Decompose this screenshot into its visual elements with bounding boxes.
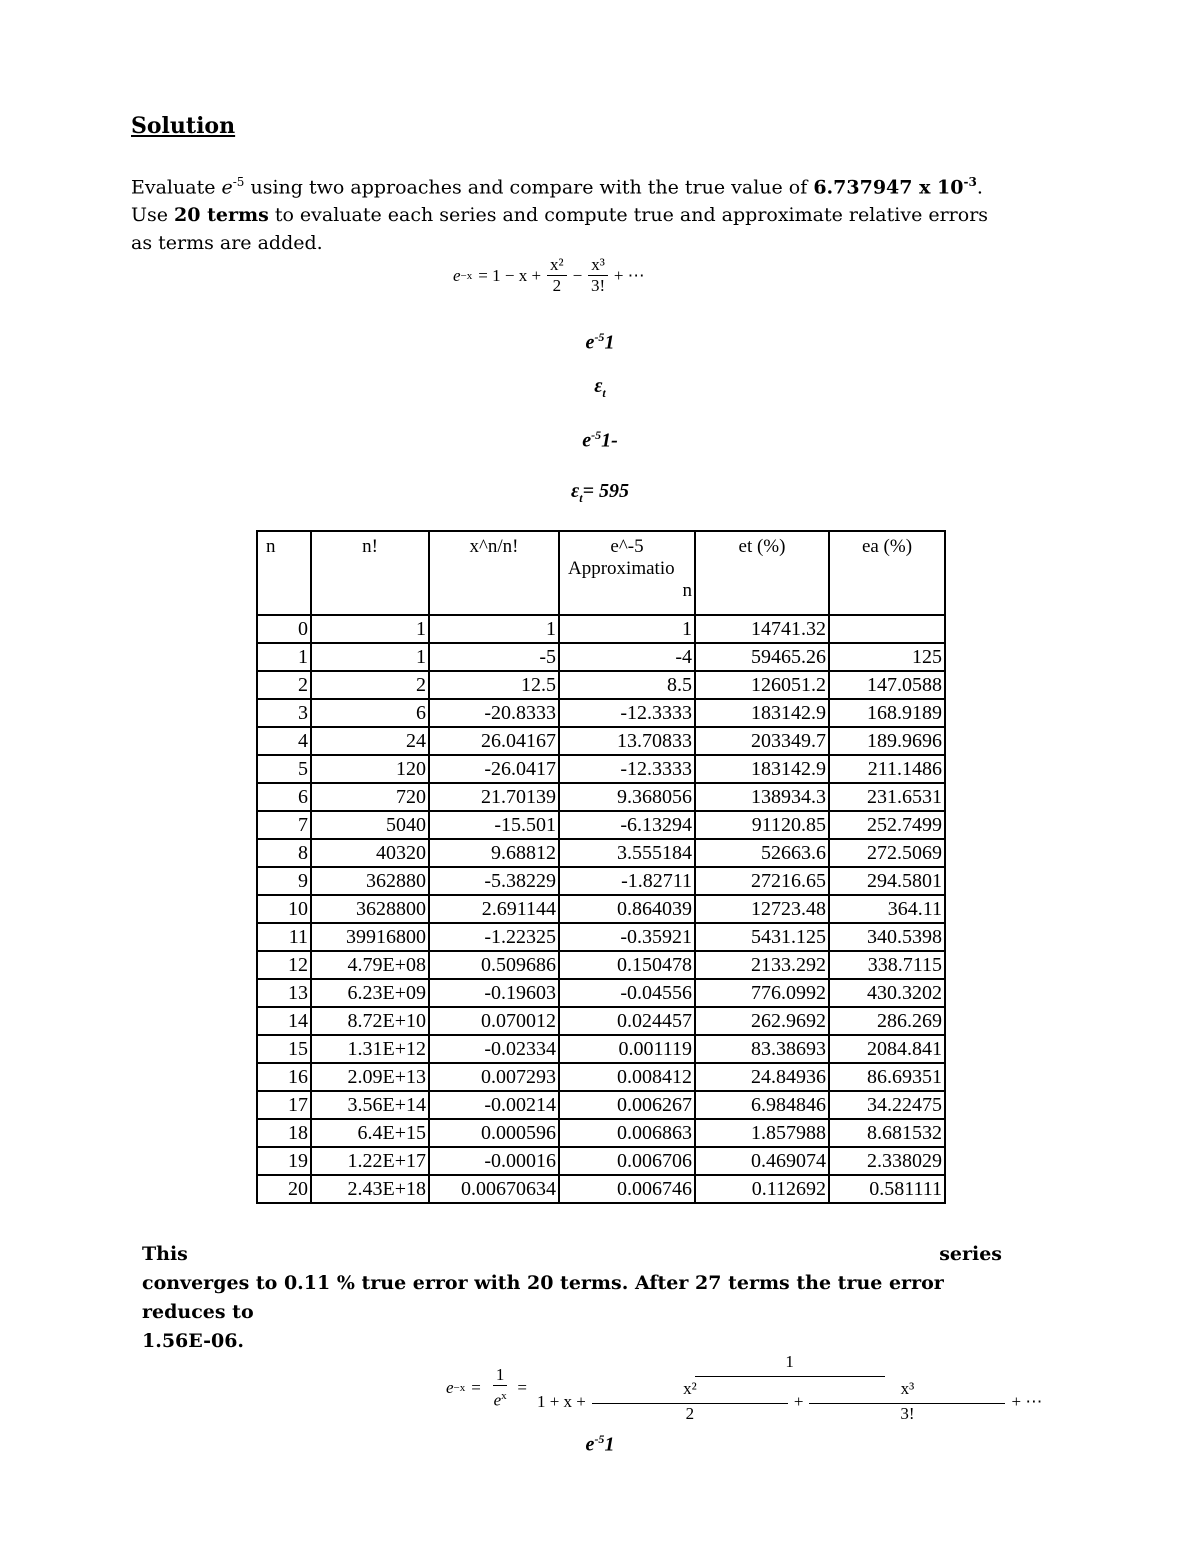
cell-true-error: 776.0992 bbox=[695, 979, 829, 1007]
cell-true-error: 27216.65 bbox=[695, 867, 829, 895]
cell-term: -0.00016 bbox=[429, 1147, 559, 1175]
cell-term: 1 bbox=[429, 615, 559, 643]
cell-approximation: 0.006267 bbox=[559, 1091, 695, 1119]
cell-approximation: 0.006863 bbox=[559, 1119, 695, 1147]
cell-n: 20 bbox=[257, 1175, 311, 1203]
cell-approx-error: 168.9189 bbox=[829, 699, 945, 727]
table-header-row bbox=[257, 531, 945, 615]
table-row bbox=[257, 839, 945, 867]
cell-approximation: 0.001119 bbox=[559, 1035, 695, 1063]
table-row bbox=[257, 671, 945, 699]
cell-factorial: 1.31E+12 bbox=[311, 1035, 429, 1063]
table-row bbox=[257, 895, 945, 923]
cell-term: -15.501 bbox=[429, 811, 559, 839]
cell-true-error: 83.38693 bbox=[695, 1035, 829, 1063]
cell-n: 13 bbox=[257, 979, 311, 1007]
cell-approximation: 0.024457 bbox=[559, 1007, 695, 1035]
header-factorial: n! bbox=[311, 531, 429, 615]
table-row bbox=[257, 699, 945, 727]
conclusion-line-1: This series bbox=[142, 1243, 1002, 1265]
table-row bbox=[257, 811, 945, 839]
header-approximation: e^-5 Approximatio n bbox=[559, 531, 695, 615]
cell-n: 14 bbox=[257, 1007, 311, 1035]
cell-factorial: 39916800 bbox=[311, 923, 429, 951]
cell-approx-error: 125 bbox=[829, 643, 945, 671]
cell-approximation: 0.150478 bbox=[559, 951, 695, 979]
step-epsilon-result: $\varepsilon_t= 595$ bbox=[571, 480, 629, 505]
cell-term: 0.00670634 bbox=[429, 1175, 559, 1203]
cell-factorial: 2 bbox=[311, 671, 429, 699]
cell-n: 17 bbox=[257, 1091, 311, 1119]
cell-term: 9.68812 bbox=[429, 839, 559, 867]
cell-n: 7 bbox=[257, 811, 311, 839]
cell-true-error: 5431.125 bbox=[695, 923, 829, 951]
step-e-minus-5: $e^{-5}1$ bbox=[585, 330, 615, 354]
cell-n: 8 bbox=[257, 839, 311, 867]
cell-approximation: -0.04556 bbox=[559, 979, 695, 1007]
cell-factorial: 1.22E+17 bbox=[311, 1147, 429, 1175]
table-row bbox=[257, 1091, 945, 1119]
cell-approx-error: 272.5069 bbox=[829, 839, 945, 867]
cell-factorial: 3.56E+14 bbox=[311, 1091, 429, 1119]
cell-approximation: -12.3333 bbox=[559, 755, 695, 783]
cell-term: 21.70139 bbox=[429, 783, 559, 811]
true-value: 6.737947 x 10 bbox=[813, 176, 964, 199]
cell-factorial: 40320 bbox=[311, 839, 429, 867]
cell-factorial: 2.43E+18 bbox=[311, 1175, 429, 1203]
cell-true-error: 126051.2 bbox=[695, 671, 829, 699]
cell-factorial: 720 bbox=[311, 783, 429, 811]
cell-n: 5 bbox=[257, 755, 311, 783]
cell-approximation: 13.70833 bbox=[559, 727, 695, 755]
cell-approx-error: 340.5398 bbox=[829, 923, 945, 951]
table-row bbox=[257, 1147, 945, 1175]
cell-factorial: 6.23E+09 bbox=[311, 979, 429, 1007]
cell-approximation: 9.368056 bbox=[559, 783, 695, 811]
terms-count: 20 terms bbox=[174, 204, 269, 227]
intro-paragraph: Evaluate $e^{-5}$ using two approaches and compare with the true value of 6.737947 x $10^{-3}$. Use 20 terms to evaluate each series and compute true and approximate relative errors as terms are added. bbox=[131, 175, 989, 255]
cell-approx-error: 286.269 bbox=[829, 1007, 945, 1035]
step-final-e-minus-5: $e^{-5}1$ bbox=[585, 1432, 615, 1456]
cell-term: -0.02334 bbox=[429, 1035, 559, 1063]
cell-approximation: 0.006746 bbox=[559, 1175, 695, 1203]
cell-factorial: 6.4E+15 bbox=[311, 1119, 429, 1147]
cell-n: 9 bbox=[257, 867, 311, 895]
cell-approximation: 3.555184 bbox=[559, 839, 695, 867]
cell-true-error: 0.469074 bbox=[695, 1147, 829, 1175]
cell-true-error: 52663.6 bbox=[695, 839, 829, 867]
cell-factorial: 24 bbox=[311, 727, 429, 755]
cell-approx-error: 8.681532 bbox=[829, 1119, 945, 1147]
table-row bbox=[257, 727, 945, 755]
table-row bbox=[257, 643, 945, 671]
cell-approx-error: 252.7499 bbox=[829, 811, 945, 839]
cell-n: 18 bbox=[257, 1119, 311, 1147]
cell-factorial: 1 bbox=[311, 615, 429, 643]
cell-term: -0.19603 bbox=[429, 979, 559, 1007]
cell-approximation: -4 bbox=[559, 643, 695, 671]
cell-term: -20.8333 bbox=[429, 699, 559, 727]
cell-n: 10 bbox=[257, 895, 311, 923]
cell-term: -5.38229 bbox=[429, 867, 559, 895]
cell-n: 19 bbox=[257, 1147, 311, 1175]
cell-term: 0.509686 bbox=[429, 951, 559, 979]
cell-approximation: -1.82711 bbox=[559, 867, 695, 895]
table-row bbox=[257, 615, 945, 643]
cell-factorial: 3628800 bbox=[311, 895, 429, 923]
cell-n: 15 bbox=[257, 1035, 311, 1063]
table-row bbox=[257, 951, 945, 979]
cell-term: -1.22325 bbox=[429, 923, 559, 951]
cell-approximation: -12.3333 bbox=[559, 699, 695, 727]
cell-factorial: 6 bbox=[311, 699, 429, 727]
cell-true-error: 138934.3 bbox=[695, 783, 829, 811]
cell-approximation: 0.006706 bbox=[559, 1147, 695, 1175]
cell-approximation: 8.5 bbox=[559, 671, 695, 699]
cell-term: 0.007293 bbox=[429, 1063, 559, 1091]
table-row bbox=[257, 755, 945, 783]
cell-true-error: 59465.26 bbox=[695, 643, 829, 671]
cell-n: 4 bbox=[257, 727, 311, 755]
cell-true-error: 262.9692 bbox=[695, 1007, 829, 1035]
cell-n: 0 bbox=[257, 615, 311, 643]
cell-term: -0.00214 bbox=[429, 1091, 559, 1119]
cell-term: -5 bbox=[429, 643, 559, 671]
table-row bbox=[257, 1035, 945, 1063]
cell-approximation: 0.008412 bbox=[559, 1063, 695, 1091]
step-epsilon-t: $\varepsilon_t$ bbox=[594, 375, 606, 400]
cell-factorial: 5040 bbox=[311, 811, 429, 839]
cell-approx-error: 364.11 bbox=[829, 895, 945, 923]
cell-approx-error: 0.581111 bbox=[829, 1175, 945, 1203]
table-row bbox=[257, 783, 945, 811]
cell-approx-error: 294.5801 bbox=[829, 867, 945, 895]
cell-approximation: 1 bbox=[559, 615, 695, 643]
cell-factorial: 120 bbox=[311, 755, 429, 783]
step-e-minus-5-dash: $e^{-5}1-$ bbox=[582, 428, 618, 452]
cell-approx-error: 147.0588 bbox=[829, 671, 945, 699]
cell-n: 16 bbox=[257, 1063, 311, 1091]
cell-approx-error: 34.22475 bbox=[829, 1091, 945, 1119]
cell-approx-error: 2084.841 bbox=[829, 1035, 945, 1063]
cell-term: -26.0417 bbox=[429, 755, 559, 783]
page-heading: Solution bbox=[131, 113, 236, 139]
cell-approx-error: 338.7115 bbox=[829, 951, 945, 979]
cell-approx-error: 211.1486 bbox=[829, 755, 945, 783]
header-true-error: et (%) bbox=[695, 531, 829, 615]
cell-term: 26.04167 bbox=[429, 727, 559, 755]
header-term: x^n/n! bbox=[429, 531, 559, 615]
table-row bbox=[257, 923, 945, 951]
cell-approximation: 0.864039 bbox=[559, 895, 695, 923]
cell-true-error: 24.84936 bbox=[695, 1063, 829, 1091]
cell-true-error: 1.857988 bbox=[695, 1119, 829, 1147]
cell-n: 3 bbox=[257, 699, 311, 727]
cell-true-error: 14741.32 bbox=[695, 615, 829, 643]
header-approx-error: ea (%) bbox=[829, 531, 945, 615]
cell-approx-error bbox=[829, 615, 945, 643]
cell-true-error: 183142.9 bbox=[695, 699, 829, 727]
cell-true-error: 0.112692 bbox=[695, 1175, 829, 1203]
cell-n: 6 bbox=[257, 783, 311, 811]
cell-factorial: 2.09E+13 bbox=[311, 1063, 429, 1091]
series-table bbox=[256, 530, 946, 1204]
header-n: n bbox=[257, 531, 311, 615]
cell-term: 12.5 bbox=[429, 671, 559, 699]
cell-n: 1 bbox=[257, 643, 311, 671]
table-row bbox=[257, 867, 945, 895]
conclusion-text: converges to 0.11 % true error with 20 terms. After 27 terms the true error reduces to 1.56E-06. bbox=[142, 1272, 944, 1352]
cell-factorial: 8.72E+10 bbox=[311, 1007, 429, 1035]
table-row bbox=[257, 1175, 945, 1203]
series-equation: e −x = 1 − x + $\frac{\text{x²}}{2}$ − $\frac{\text{x³}}{3!}$ + ⋯ bbox=[453, 255, 645, 295]
cell-factorial: 362880 bbox=[311, 867, 429, 895]
cell-factorial: 4.79E+08 bbox=[311, 951, 429, 979]
cell-approx-error: 231.6531 bbox=[829, 783, 945, 811]
cell-approximation: -0.35921 bbox=[559, 923, 695, 951]
cell-approximation: -6.13294 bbox=[559, 811, 695, 839]
cell-approx-error: 2.338029 bbox=[829, 1147, 945, 1175]
cell-n: 12 bbox=[257, 951, 311, 979]
cell-approx-error: 189.9696 bbox=[829, 727, 945, 755]
cell-approx-error: 430.3202 bbox=[829, 979, 945, 1007]
cell-true-error: 183142.9 bbox=[695, 755, 829, 783]
table-row bbox=[257, 1119, 945, 1147]
cell-n: 2 bbox=[257, 671, 311, 699]
cell-approx-error: 86.69351 bbox=[829, 1063, 945, 1091]
table-row bbox=[257, 1063, 945, 1091]
cell-term: 0.000596 bbox=[429, 1119, 559, 1147]
cell-term: 2.691144 bbox=[429, 895, 559, 923]
table-row bbox=[257, 979, 945, 1007]
cell-n: 11 bbox=[257, 923, 311, 951]
cell-term: 0.070012 bbox=[429, 1007, 559, 1035]
cell-true-error: 203349.7 bbox=[695, 727, 829, 755]
cell-true-error: 91120.85 bbox=[695, 811, 829, 839]
cell-true-error: 6.984846 bbox=[695, 1091, 829, 1119]
cell-true-error: 12723.48 bbox=[695, 895, 829, 923]
cell-true-error: 2133.292 bbox=[695, 951, 829, 979]
cell-factorial: 1 bbox=[311, 643, 429, 671]
table-row bbox=[257, 1007, 945, 1035]
reciprocal-equation: e −x = $\frac{1}{e^x}$ = 1 1 + x + $\frac{\text{x²}}{2}$ + $\frac{\text{x³}}{3!}$ + ⋯ bbox=[446, 1352, 1043, 1423]
